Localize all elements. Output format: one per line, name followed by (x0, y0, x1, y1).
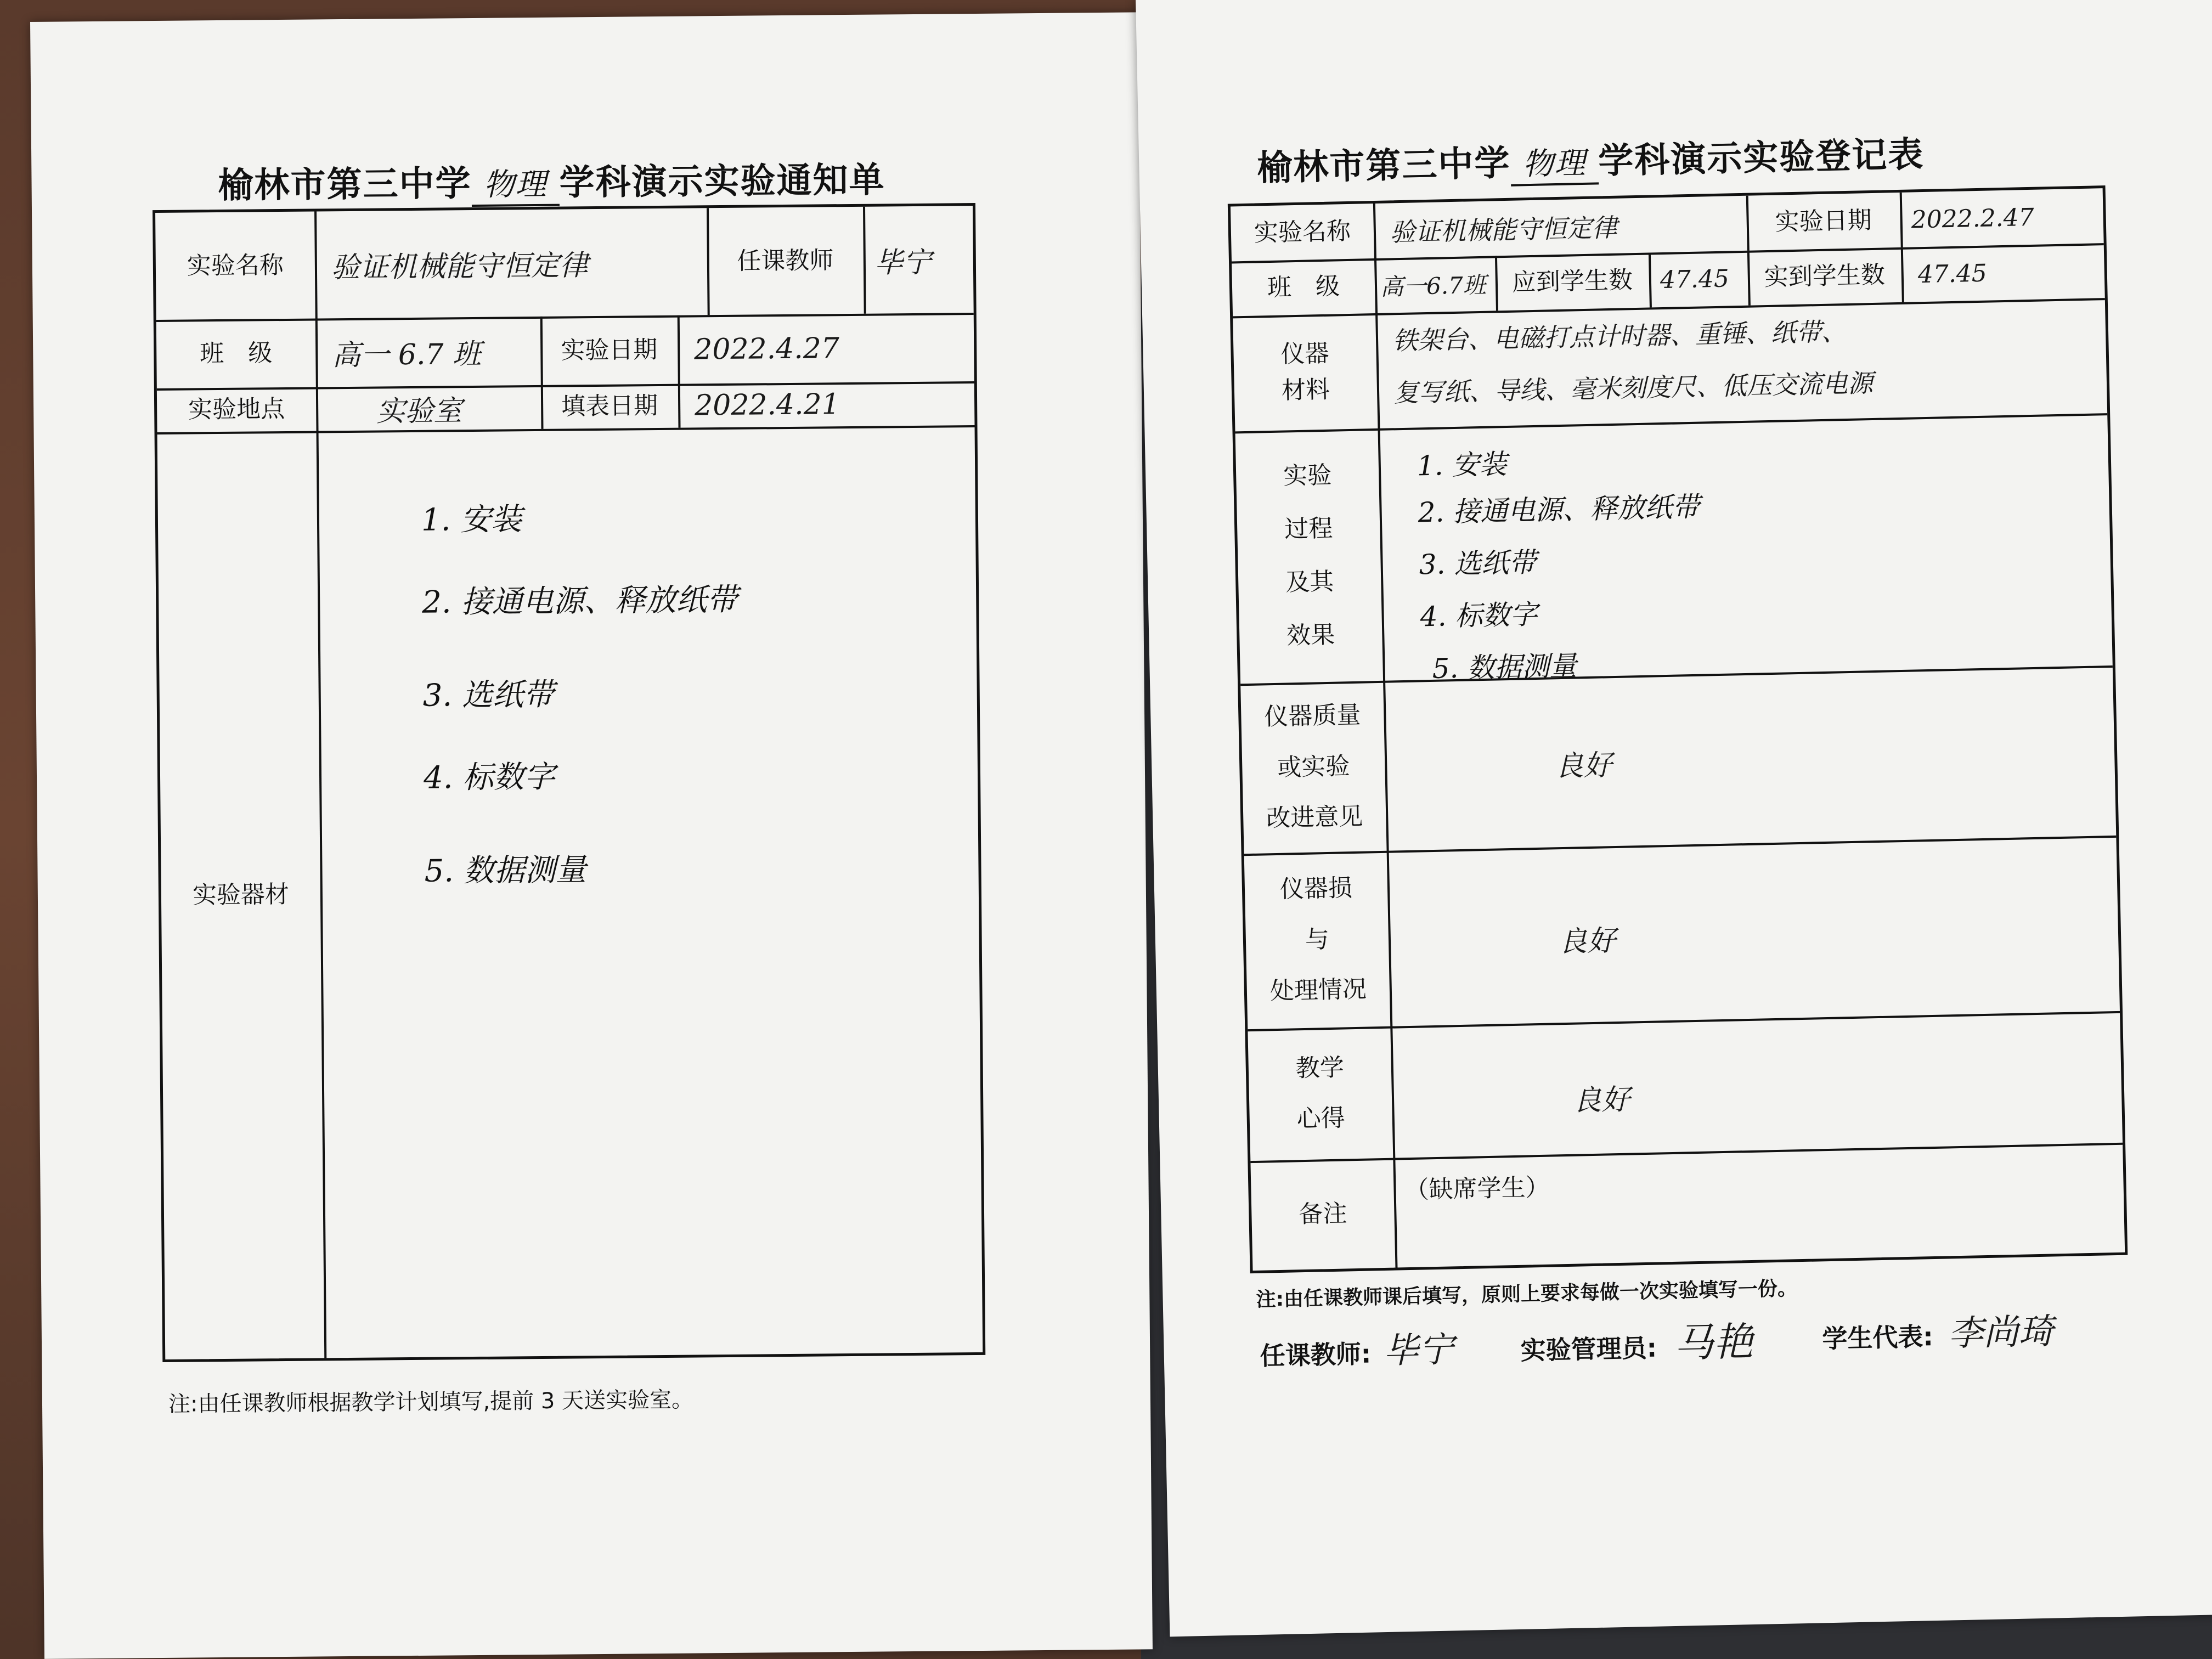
register-table (1228, 185, 2128, 1273)
register-reflect-label-2: 心得 (1296, 1104, 1346, 1133)
register-process-label-2: 过程 (1284, 514, 1333, 544)
register-admin-signature: 马艳 (1673, 1318, 1754, 1366)
register-reflect-label-1: 教学 (1295, 1053, 1345, 1082)
register-quality-label (1240, 681, 1386, 854)
register-student-signature: 李尚琦 (1948, 1311, 2054, 1355)
notice-sheet (30, 12, 1153, 1659)
register-reflect-value: 良好 (1572, 1083, 1630, 1118)
notice-teacher-label: 任课教师 (737, 246, 834, 275)
register-class-value: 高一6.7班 (1380, 271, 1487, 301)
register-student-sig-label: 学生代表: (1821, 1322, 1934, 1354)
register-step-1: 1. 安装 (1417, 448, 1508, 482)
notice-step-3: 3. 选纸带 (422, 676, 555, 714)
notice-class-value: 高一 6.7 班 (332, 337, 482, 373)
register-damage-label-2: 与 (1305, 925, 1330, 954)
register-admin-sig-label: 实验管理员: (1520, 1333, 1657, 1365)
register-name-value: 验证机械能守恒定律 (1390, 212, 1618, 247)
notice-fill-date-label: 填表日期 (561, 392, 658, 421)
notice-class-label: 班 级 (200, 338, 273, 368)
notice-name-value: 验证机械能守恒定律 (331, 249, 589, 285)
register-sheet (1136, 0, 2212, 1637)
register-damage-value: 良好 (1558, 924, 1616, 959)
register-step-5: 5. 数据测量 (1432, 650, 1577, 685)
register-actual-value: 47.45 (1917, 259, 1988, 289)
notice-title (218, 151, 885, 209)
register-process-label-4: 效果 (1286, 620, 1335, 650)
register-title-suffix: 学科演示实验登记表 (1598, 134, 1925, 182)
register-footnote: 注:由任课教师课后填写，原则上要求每做一次实验填写一份。 (1256, 1277, 1798, 1311)
register-quality-label-2: 或实验 (1277, 752, 1350, 782)
notice-title-subject: 物理 (471, 160, 560, 207)
notice-footnote: 注:由任课教师根据教学计划填写,提前 3 天送实验室。 (168, 1387, 694, 1417)
register-step-4: 4. 标数字 (1420, 598, 1538, 633)
notice-teacher-value: 毕宁 (874, 246, 932, 280)
register-quality-label-1: 仪器质量 (1263, 701, 1361, 731)
register-process-label-3: 及其 (1285, 567, 1334, 597)
notice-table (153, 203, 985, 1362)
register-title-prefix: 榆林市第三中学 (1256, 143, 1511, 189)
notice-step-5: 5. 数据测量 (424, 852, 587, 889)
register-title (1256, 126, 1925, 191)
notice-fill-date-value: 2022.4.21 (694, 388, 840, 422)
register-date-label: 实验日期 (1775, 206, 1872, 236)
register-reflect-label (1248, 1026, 1393, 1161)
register-damage-label-1: 仪器损 (1279, 874, 1353, 904)
register-step-3: 3. 选纸带 (1419, 546, 1537, 581)
notice-equipment-label: 实验器材 (192, 880, 290, 910)
register-quality-value: 良好 (1554, 749, 1613, 783)
notice-step-4: 4. 标数字 (423, 759, 555, 796)
register-expected-label: 应到学生数 (1511, 266, 1633, 297)
register-damage-label-3: 处理情况 (1269, 975, 1367, 1006)
register-process-label-1: 实验 (1283, 461, 1332, 490)
register-date-value: 2022.2.47 (1911, 203, 2035, 234)
register-remark-value: （缺席学生） (1404, 1173, 1550, 1205)
register-teacher-signature: 毕宁 (1383, 1329, 1454, 1372)
register-instr-label-2: 材料 (1281, 375, 1330, 405)
notice-step-2: 2. 接通电源、释放纸带 (421, 582, 738, 620)
register-quality-label-3: 改进意见 (1266, 802, 1363, 833)
register-step-2: 2. 接通电源、释放纸带 (1418, 490, 1700, 529)
register-name-label: 实验名称 (1254, 217, 1351, 247)
notice-date-value: 2022.4.27 (693, 331, 840, 366)
notice-step-1: 1. 安装 (421, 501, 522, 538)
register-instr-line-1: 铁架台、电磁打点计时器、重锤、纸带、 (1392, 316, 1847, 356)
register-instr-line-2: 复写纸、导线、毫米刻度尺、低压交流电源 (1393, 368, 1874, 408)
register-instr-label (1233, 313, 1378, 431)
register-class-label: 班 级 (1267, 272, 1340, 302)
register-instr-label-1: 仪器 (1280, 339, 1330, 369)
register-damage-label (1244, 851, 1391, 1029)
register-teacher-sig-label: 任课教师: (1260, 1339, 1372, 1371)
notice-title-prefix: 榆林市第三中学 (218, 163, 472, 207)
register-title-subject: 物理 (1510, 138, 1599, 186)
notice-name-label: 实验名称 (187, 251, 284, 280)
register-expected-value: 47.45 (1660, 264, 1730, 294)
register-remark-label: 备注 (1298, 1199, 1347, 1229)
notice-date-label: 实验日期 (561, 335, 658, 365)
register-actual-label: 实到学生数 (1764, 261, 1886, 292)
notice-place-value: 实验室 (376, 394, 462, 428)
register-process-label (1235, 428, 1384, 684)
notice-title-suffix: 学科演示实验通知单 (559, 160, 885, 204)
notice-place-label: 实验地点 (188, 394, 285, 424)
